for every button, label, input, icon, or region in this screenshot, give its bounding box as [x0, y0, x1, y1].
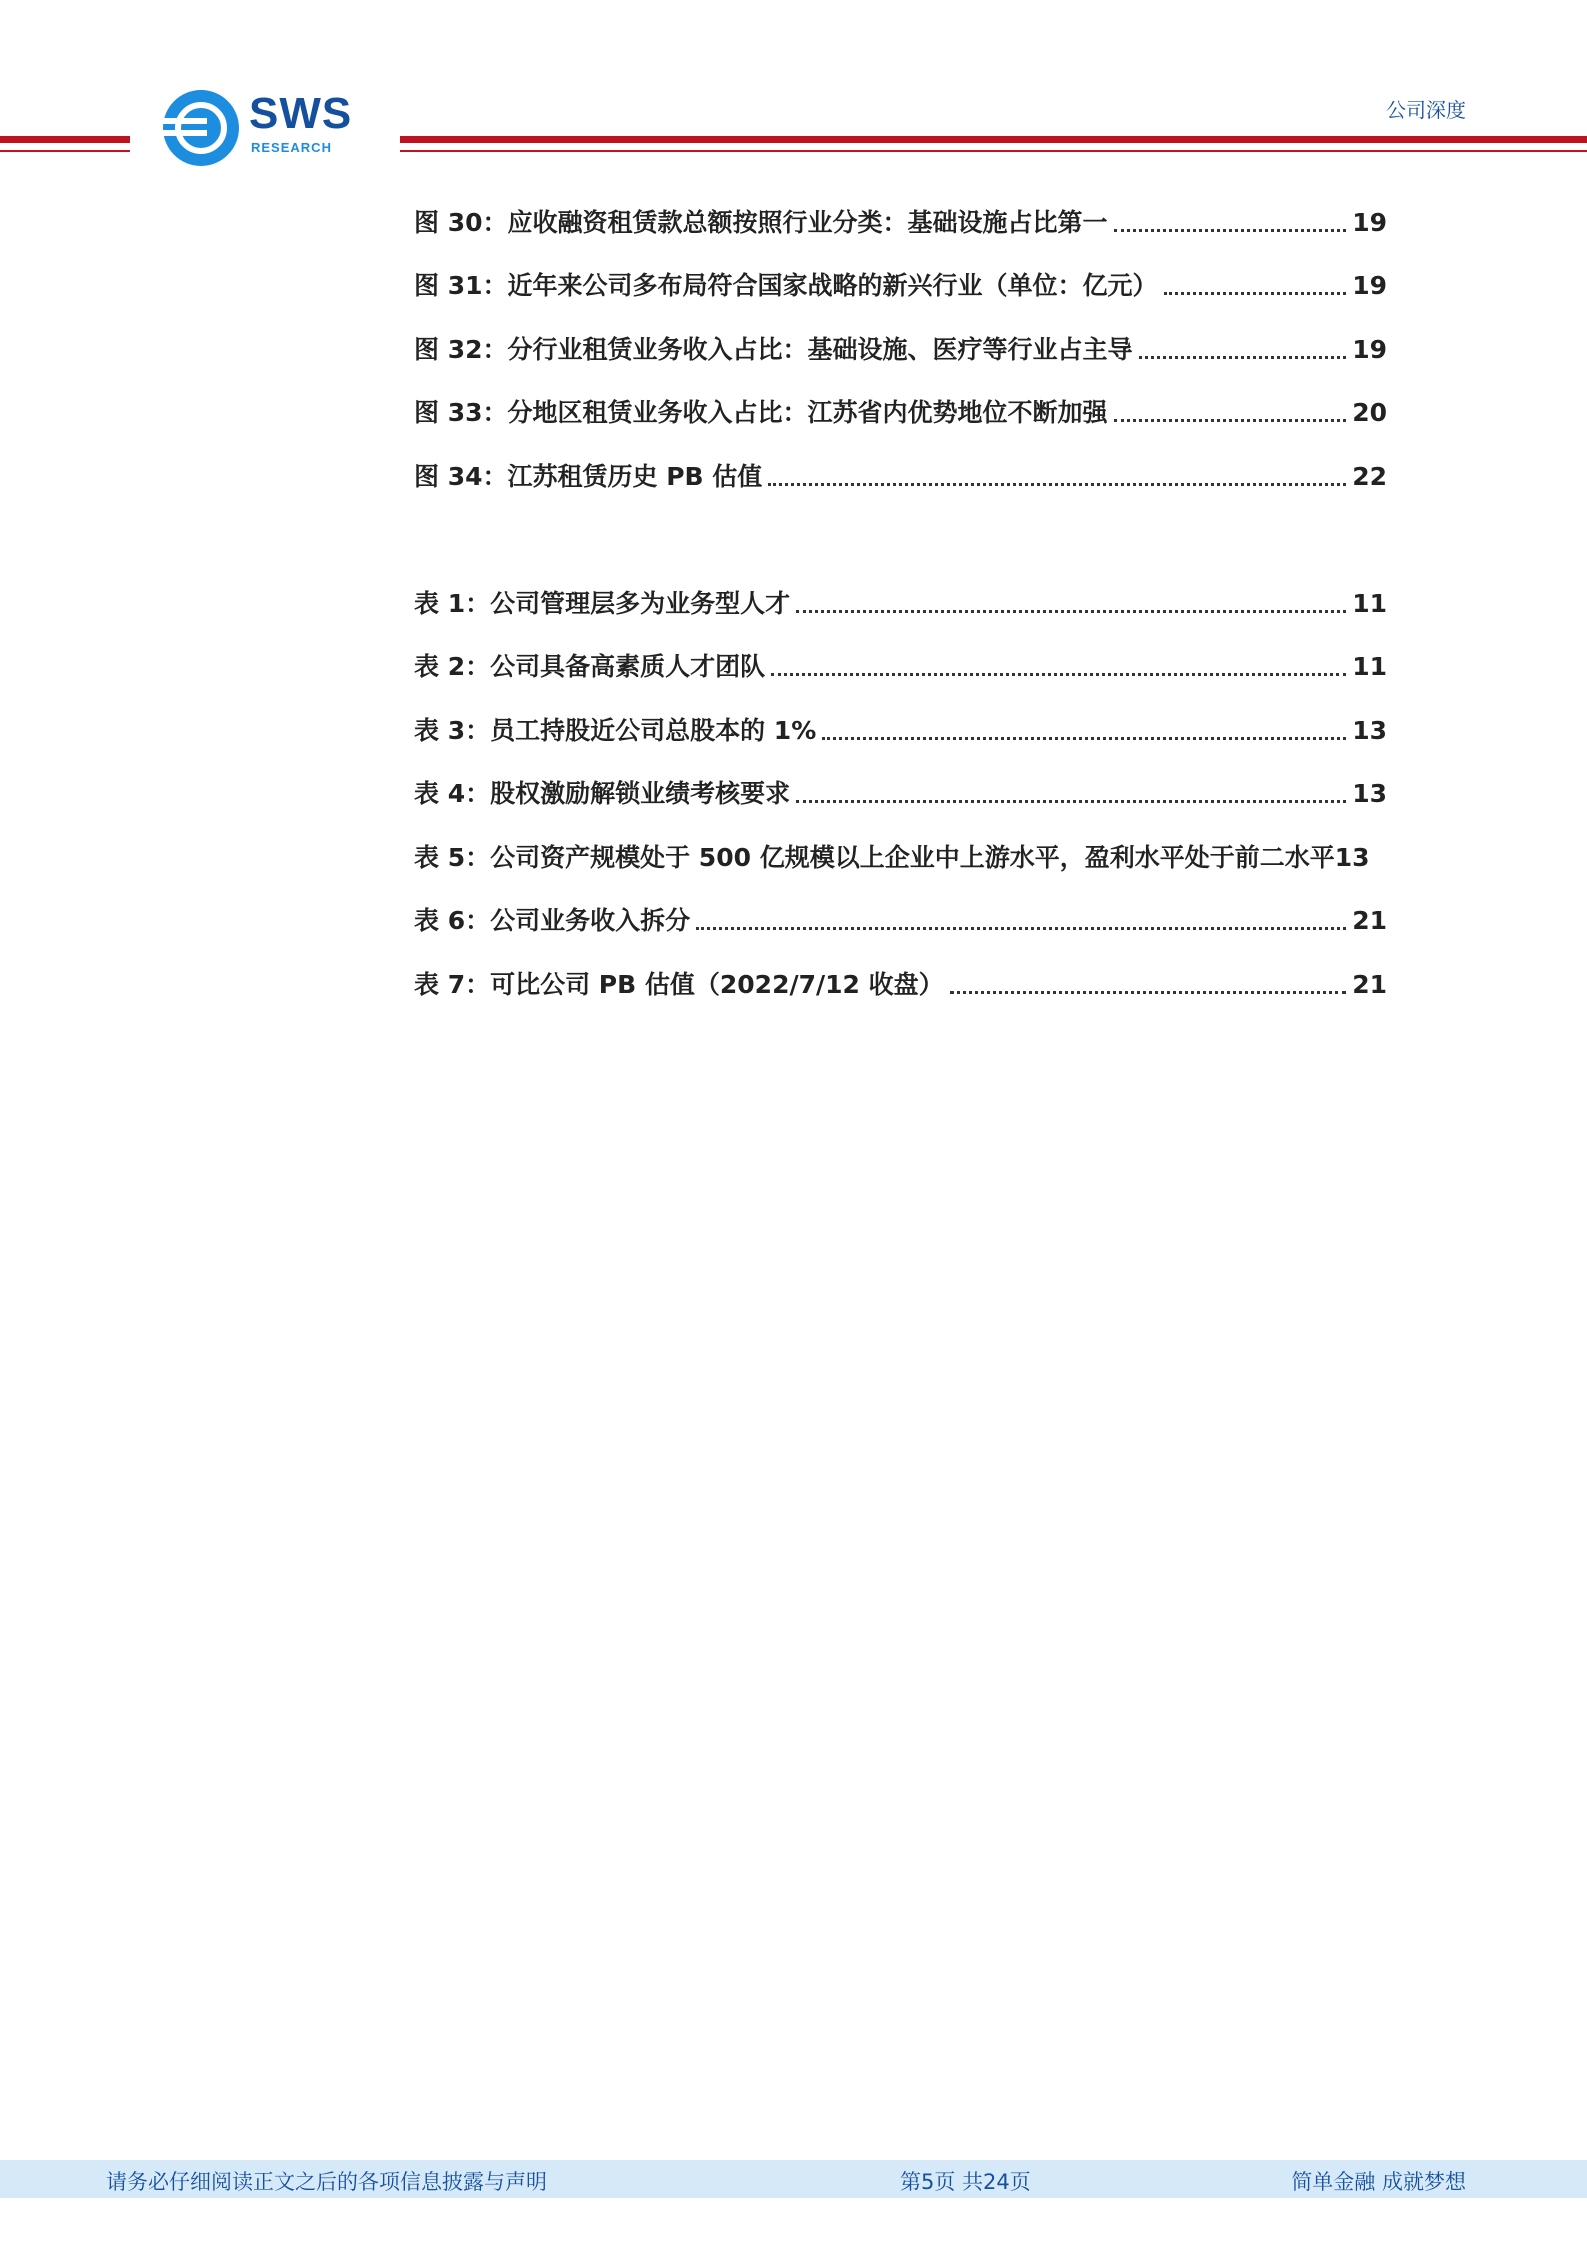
- logo-subtext: RESEARCH: [251, 140, 332, 155]
- toc-entry[interactable]: [414, 327, 1387, 367]
- header-rule: [400, 150, 1587, 152]
- toc-entry[interactable]: [414, 644, 1387, 684]
- toc-entry-label: 表 4：股权激励解锁业绩考核要求: [414, 779, 791, 808]
- logo-emblem: [163, 90, 239, 166]
- header-rule: [400, 136, 1587, 143]
- leader-dots: [1114, 229, 1347, 232]
- leader-dots: [950, 991, 1347, 994]
- toc-entry-page: 13: [1352, 716, 1387, 745]
- toc-entry-label: 表 5：公司资产规模处于 500 亿规模以上企业中上游水平，盈利水平处于前二水平: [414, 843, 1335, 872]
- toc-entry[interactable]: [414, 263, 1387, 303]
- footer-disclaimer: 请务必仔细阅读正文之后的各项信息披露与声明: [106, 2170, 547, 2194]
- toc-entry-page: 19: [1352, 271, 1387, 300]
- sws-logo: [163, 88, 373, 172]
- toc-entry-page: 11: [1352, 589, 1387, 618]
- leader-dots: [696, 927, 1346, 930]
- document-type: 公司深度: [1386, 98, 1466, 122]
- toc-entry-label: 图 32：分行业租赁业务收入占比：基础设施、医疗等行业占主导: [414, 335, 1133, 364]
- leader-dots: [1139, 356, 1347, 359]
- leader-dots: [796, 610, 1346, 613]
- header-rule: [0, 136, 130, 143]
- toc-entry-label: 图 30：应收融资租赁款总额按照行业分类：基础设施占比第一: [414, 208, 1108, 237]
- footer-page-info: 第5页 共24页: [900, 2170, 1031, 2194]
- toc-entry-page: 21: [1352, 970, 1387, 999]
- toc-entry-page: 19: [1352, 208, 1387, 237]
- toc-entry-label: 图 31：近年来公司多布局符合国家战略的新兴行业（单位：亿元）: [414, 271, 1158, 300]
- toc-entry-label: 表 7：可比公司 PB 估值（2022/7/12 收盘）: [414, 970, 944, 999]
- toc-entry-label: 图 33：分地区租赁业务收入占比：江苏省内优势地位不断加强: [414, 398, 1108, 427]
- toc-entry-label: 表 6：公司业务收入拆分: [414, 906, 691, 935]
- toc-entry[interactable]: [414, 771, 1387, 811]
- toc-entry[interactable]: [414, 200, 1387, 240]
- toc-entry-label: 表 1：公司管理层多为业务型人才: [414, 589, 791, 618]
- toc-entry[interactable]: [414, 581, 1387, 621]
- toc-entry-label: 表 2：公司具备高素质人才团队: [414, 652, 766, 681]
- leader-dots: [822, 737, 1346, 740]
- leader-dots: [1164, 292, 1347, 295]
- logo-text: SWS: [249, 89, 353, 138]
- toc-entry[interactable]: [414, 962, 1387, 1002]
- toc-entry[interactable]: [414, 390, 1387, 430]
- toc-entry-page: 22: [1352, 462, 1387, 491]
- toc-entry-page: 11: [1352, 652, 1387, 681]
- leader-dots: [768, 483, 1346, 486]
- toc-entry[interactable]: [414, 708, 1387, 748]
- header-rule: [0, 150, 130, 152]
- leader-dots: [1114, 419, 1347, 422]
- leader-dots: [796, 800, 1346, 803]
- toc-entry-page: 13: [1334, 843, 1370, 872]
- footer-slogan: 简单金融 成就梦想: [1291, 2170, 1466, 2194]
- leader-dots: [771, 673, 1346, 676]
- toc-entry-label: 表 3：员工持股近公司总股本的 1%: [414, 716, 817, 745]
- toc-entry[interactable]: [414, 898, 1387, 938]
- page-footer: [0, 2160, 1587, 2198]
- toc-entry-label: 图 34：江苏租赁历史 PB 估值: [414, 462, 763, 491]
- toc-entry-page: 20: [1352, 398, 1387, 427]
- toc-entry-page: 19: [1352, 335, 1387, 364]
- toc-entry[interactable]: [414, 454, 1387, 494]
- toc-entry-page: 13: [1352, 779, 1387, 808]
- toc-entry-page: 21: [1352, 906, 1387, 935]
- toc-entry[interactable]: [414, 835, 1424, 875]
